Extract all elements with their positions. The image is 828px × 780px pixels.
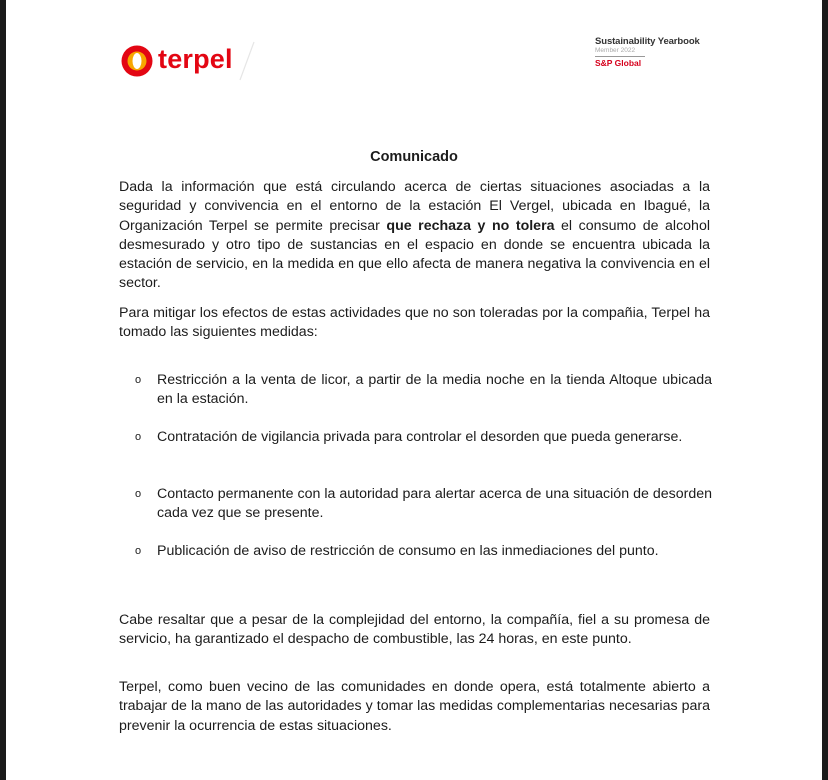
measure-list-item: [135, 371, 712, 410]
page-title: Comunicado: [370, 149, 458, 165]
sustainability-member: Member 2022: [595, 47, 636, 54]
bullet-icon: o: [135, 431, 142, 443]
paragraph-intro-emphasis: que rechaza y no tolera: [386, 217, 555, 234]
bullet-icon: o: [135, 545, 142, 557]
logo-wordmark: terpel: [158, 44, 233, 74]
paragraph-closing: Terpel, como buen vecino de las comunidades en donde opera, está totalmente abierto a trabajar de la mano de las autoridades y tomar las medidas complementarias necesarias para prevenir la ocurrencia de estas situaciones.: [119, 679, 710, 734]
paragraph-service-guarantee: Cabe resaltar que a pesar de la complejidad del entorno, la compañía, fiel a su promesa de servicio, ha garantizado el despacho de combustible, las 24 horas, en este punto.: [119, 612, 710, 648]
paragraph-measures-intro: Para mitigar los efectos de estas actividades que no son toleradas por la compañia, Terpel ha tomado las siguientes medidas:: [119, 305, 710, 341]
paragraph-intro-part2: el consumo de alcohol desmesurado y otro tipo de sustancias en el espacio en donde se encuentra ubicada la estación de servicio, en la medida en que ello afecta de manera negativa la convivencia en el sector.: [119, 217, 710, 292]
measure-list-item: [135, 485, 712, 524]
terpel-drop-icon: [120, 44, 154, 78]
sustainability-rule: [595, 56, 645, 57]
document-page: [6, 0, 822, 780]
measure-text: Publicación de aviso de restricción de consumo en las inmediaciones del punto.: [157, 543, 659, 559]
sustainability-title: Sustainability Yearbook: [595, 36, 700, 47]
paragraph-intro: [119, 178, 710, 294]
logo-divider-icon: [236, 40, 258, 82]
sustainability-badge: [595, 36, 715, 68]
measure-text: Contacto permanente con la autoridad para alertar acerca de una situación de desorden cada vez que se presente.: [157, 486, 712, 522]
sp-global-brand: S&P Global: [595, 58, 642, 68]
terpel-logo: [120, 44, 260, 82]
measure-text: Contratación de vigilancia privada para controlar el desorden que pueda generarse.: [157, 429, 683, 445]
measure-list-item: [135, 428, 712, 447]
measure-text: Restricción a la venta de licor, a partir de la media noche en la tienda Altoque ubicada en la estación.: [157, 372, 712, 408]
bullet-icon: o: [135, 374, 142, 386]
bullet-icon: o: [135, 488, 142, 500]
measure-list-item: [135, 542, 712, 561]
paragraph-intro-part1: Dada la información que está circulando acerca de ciertas situaciones asociadas a la seguridad y convivencia en el entorno de la estación El Vergel, ubicada en Ibagué, la Organización Terpel se permite precisar: [119, 179, 710, 234]
